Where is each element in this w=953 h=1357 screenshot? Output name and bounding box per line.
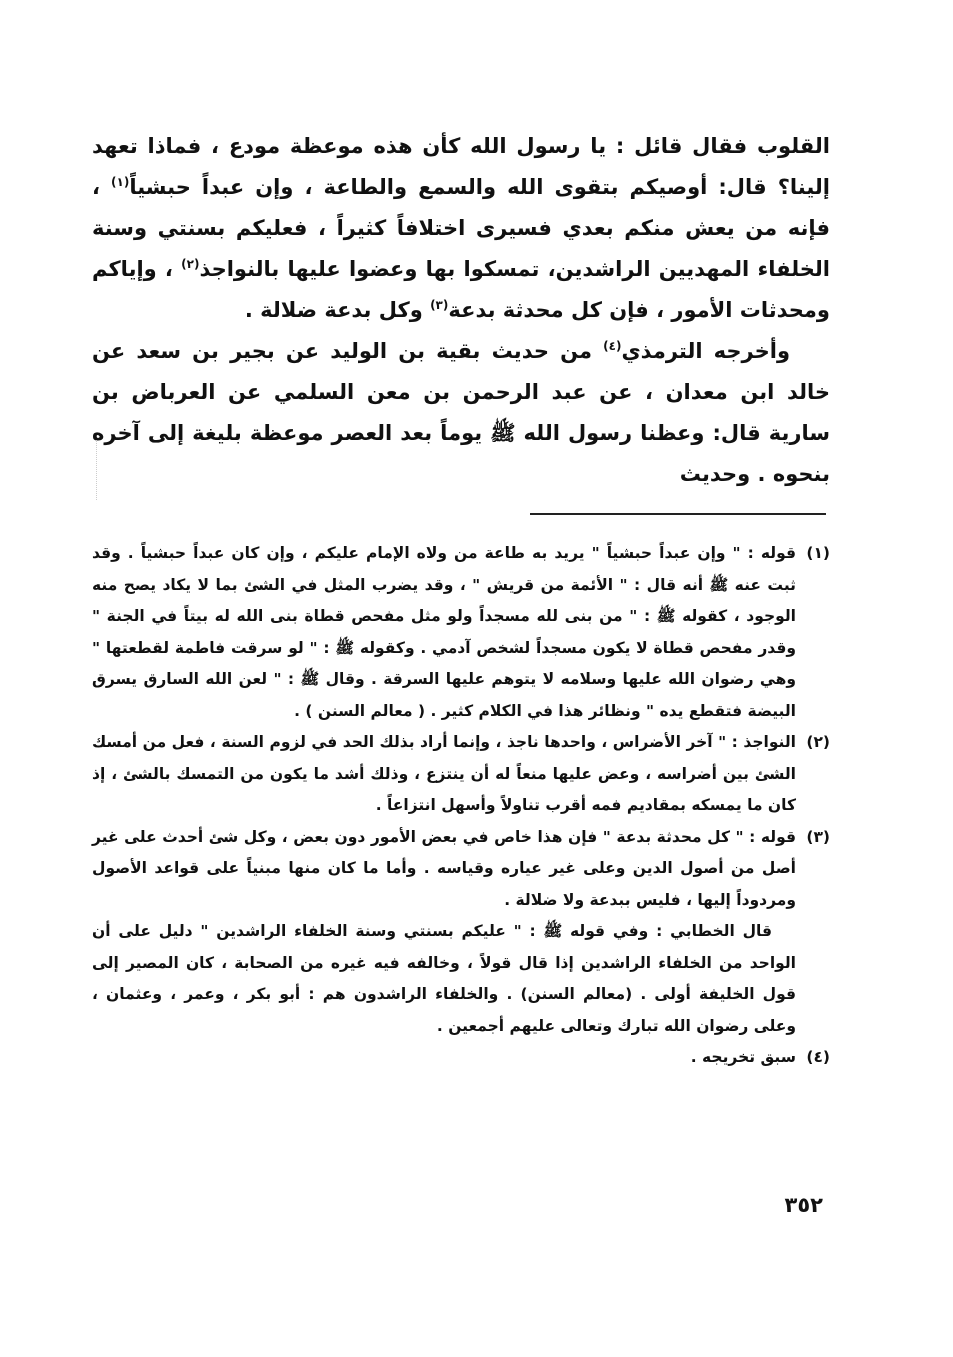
- main-paragraph-1-part-b: ، فإنه من يعش منكم بعدي فسيرى اختلافاً كثيراً ، فعليكم بسنتي وسنة الخلفاء المهديين الراشدين، تمسكوا بها وعضوا عليها بالنواجذ: [92, 175, 831, 281]
- footnote-text: قوله : " وإن عبداً حبشياً " يريد به طاعة من ولاه الإمام عليكم ، وإن كان عبداً حبشياً . وقد ثبت عنه ﷺ أنه قال : " الأئمة من قريش " ، وقد يضرب المثل في الشئ بما لا يكاد يصح منه الوجود ، كقوله ﷺ : " من بنى لله مسجداً ولو مثل مفحص قطاة بنى الله له بيتاً في الجنة " وقدر مفحص قطاة لا يكون مسجداً لشخص آدمي . وكقوله ﷺ : " لو سرقت فاطمة لقطعتها " وهي رضوان الله عليها وسلامه لا يتوهم عليها السرقة . وقال ﷺ : " لعن الله السارق يسرق البيضة فتقطع يده " ونظائر هذا في الكلام كثير . ( معالم السنن ) .: [92, 544, 796, 720]
- main-paragraph-2-part-b: من حديث بقية بن الوليد عن بجير بن سعد عن خالد ابن معدان ، عن عبد الرحمن بن معن السلمي عن العرباض بن سارية قال: وعظنا رسول الله ﷺ يوماً بعد العصر موعظة بليغة إلى آخره بنحوه . وحديث: [92, 339, 830, 486]
- main-text-block: [92, 126, 830, 495]
- footnote-ref-2[interactable]: (٢): [181, 257, 200, 271]
- footnote-body: [92, 538, 796, 727]
- footnote-text: قوله : " كل محدثة بدعة " فإن هذا خاص في بعض الأمور دون بعض ، وكل شئ أحدث على غير أصل من أصول الدين وعلى غير عياره وقياسه . وأما ما كان منها مبنياً على قواعد الأصول ومردوداً إليها ، فليس ببدعة ولا ضلالة .: [92, 827, 796, 909]
- footnote-number: (٣): [806, 827, 830, 846]
- footnote-ref-1[interactable]: (١): [111, 175, 130, 189]
- footnote-body: [92, 727, 796, 822]
- main-paragraph-1-part-d: وكل بدعة ضلالة .: [244, 298, 423, 322]
- main-paragraph-1-part-a: القلوب فقال قائل : يا رسول الله كأن هذه موعظة مودع ، فماذا تعهد إلينا؟ قال: أوصيكم بتقوى الله والسمع والطاعة ، وإن عبداً حبشياً: [92, 134, 830, 199]
- footnote-number: (٢): [806, 733, 830, 751]
- footnote-3: [92, 822, 830, 1043]
- footnote-separator: [530, 513, 826, 515]
- footnote-ref-4[interactable]: (٤): [603, 339, 622, 353]
- main-paragraph-2-part-a: وأخرجه الترمذي: [621, 339, 790, 363]
- main-paragraph-1: [92, 126, 830, 331]
- footnote-2: [92, 727, 830, 822]
- footnote-number: (٤): [806, 1048, 830, 1066]
- footnotes-block: [92, 538, 830, 1074]
- margin-scan-mark: [96, 440, 103, 500]
- footnote-ref-3[interactable]: (٣): [430, 298, 449, 312]
- footnote-text: سبق تخريجه .: [690, 1048, 796, 1066]
- footnote-text: النواجذ : " آخر الأضراس ، واحدها ناجذ ، وإنما أراد بذلك الحد في لزوم السنة ، فعل من أمسك الشئ بين أضراسه ، وعض عليها منعاً له أن ينتزع ، وذلك أشد ما يكون من التمسك بالشئ ، إذ كان ما يمسكه بمقاديم فمه أقرب تناولاً وأسهل انتزاعاً .: [92, 733, 796, 814]
- main-paragraph-2: [92, 331, 830, 495]
- footnote-body: [92, 1042, 796, 1074]
- footnote-1: [92, 538, 830, 727]
- footnote-body: [92, 822, 796, 1043]
- page-number: ٣٥٢: [784, 1193, 823, 1217]
- footnote-4: [92, 1042, 830, 1074]
- footnote-text-continued: قال الخطابي : وفي قوله ﷺ : " عليكم بسنتي وسنة الخلفاء الراشدين " دليل على أن الواحد من الخلفاء الراشدين إذا قال قولاً ، وخالفه فيه غيره من الصحابة ، كان المصير إلى قول الخليفة أولى . (معالم السنن) . والخلفاء الراشدون هم : أبو بكر ، وعمر ، وعثمان ، وعلى رضوان الله تبارك وتعالى عليهم أجمعين .: [92, 922, 796, 1035]
- footnote-number: (١): [806, 544, 830, 562]
- main-paragraph-1-part-c: ، وإياكم ومحدثات الأمور ، فإن كل محدثة بدعة: [92, 257, 830, 322]
